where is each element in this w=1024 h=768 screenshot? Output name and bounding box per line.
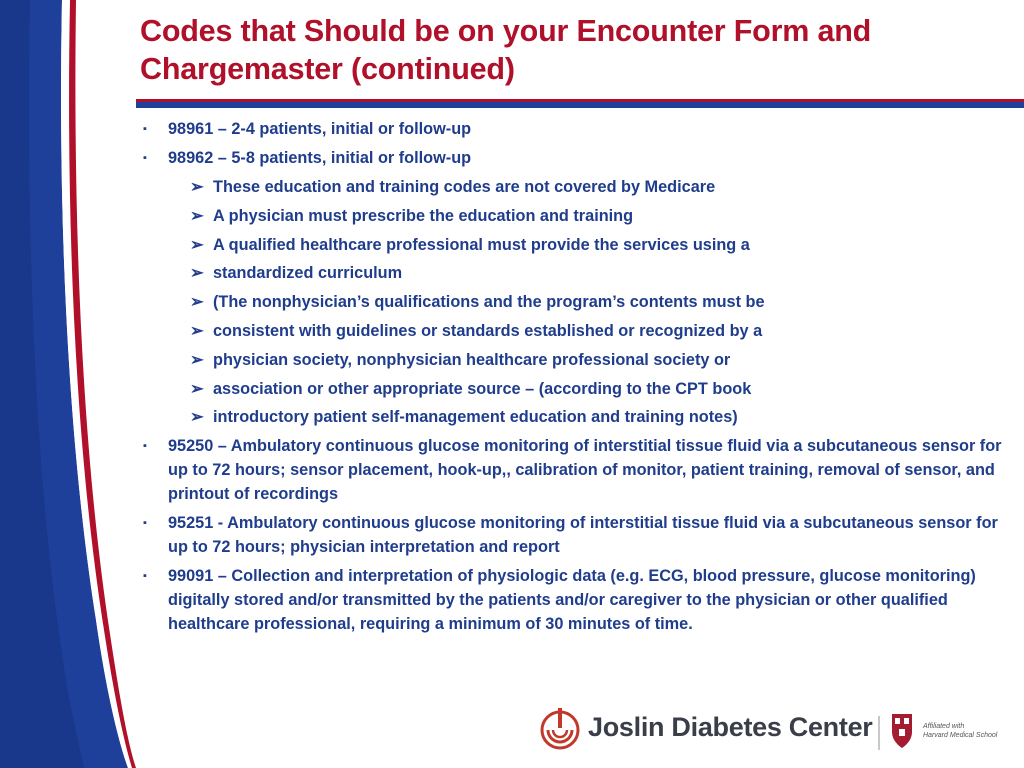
arrow-bullet-icon: ➢ <box>190 293 204 312</box>
sub-list-item <box>140 405 1020 429</box>
list-item <box>140 434 1020 506</box>
sub-list-item <box>140 204 1020 228</box>
sub-list-item <box>140 175 1020 199</box>
affiliation-text <box>923 722 997 740</box>
list-item <box>140 117 1020 141</box>
joslin-swirl-icon <box>542 708 578 748</box>
list-item <box>140 146 1020 170</box>
arrow-bullet-icon: ➢ <box>190 350 204 369</box>
list-item-text: (The nonphysician’s qualifications and the program’s contents must be <box>213 293 765 312</box>
left-decorative-band <box>0 0 140 768</box>
square-bullet-icon: ▪ <box>143 440 147 453</box>
slide-title: Codes that Should be on your Encounter Form and Chargemaster (continued) <box>140 14 872 86</box>
list-item-text: introductory patient self-management education and training notes) <box>213 408 738 427</box>
affiliation-line-1: Affiliated with <box>923 723 965 730</box>
arrow-bullet-icon: ➢ <box>190 178 204 196</box>
logo-divider <box>878 716 880 750</box>
list-item-text: A qualified healthcare professional must provide the services using a <box>213 235 750 254</box>
arrow-bullet-icon: ➢ <box>190 321 204 340</box>
list-item <box>140 564 1020 636</box>
arrow-bullet-icon: ➢ <box>190 379 204 398</box>
square-bullet-icon: ▪ <box>143 570 147 583</box>
sub-list-item <box>140 261 1020 285</box>
list-item-text: association or other appropriate source – (according to the CPT book <box>213 379 752 398</box>
list-item-text: standardized curriculum <box>213 264 403 283</box>
list-item-text: 98962 – 5-8 patients, initial or follow-up <box>168 149 472 167</box>
list-item-text: A physician must prescribe the education and training <box>213 206 634 225</box>
arrow-bullet-icon: ➢ <box>190 206 204 225</box>
affiliation-line-2: Harvard Medical School <box>923 732 998 739</box>
sub-list-item <box>140 290 1020 314</box>
square-bullet-icon: ▪ <box>143 517 147 530</box>
bullet-list <box>140 117 1020 641</box>
list-item-text: 99091 – Collection and interpretation of physiologic data (e.g. ECG, blood pressure, glucose monitoring) digitally stored and/or transmitted by the patients and/or caregiver to the physician or other qualified healthcare professional, requiring a minimum of 30 minutes of time. <box>168 567 976 634</box>
sub-list-item <box>140 319 1020 343</box>
arrow-bullet-icon: ➢ <box>190 408 204 427</box>
list-item-text: 95251 - Ambulatory continuous glucose monitoring of interstitial tissue fluid via a subcutaneous sensor for up to 72 hours; physician interpretation and report <box>168 514 998 557</box>
sub-list-item <box>140 233 1020 257</box>
sub-list-item <box>140 377 1020 401</box>
list-item-text: These education and training codes are not covered by Medicare <box>213 178 716 196</box>
sub-list-item <box>140 348 1020 372</box>
list-item-text: 98961 – 2-4 patients, initial or follow-up <box>168 120 472 138</box>
list-item-text: consistent with guidelines or standards established or recognized by a <box>213 321 763 340</box>
list-item <box>140 511 1020 559</box>
title-underline <box>136 96 1024 110</box>
list-item-text: 95250 – Ambulatory continuous glucose monitoring of interstitial tissue fluid via a subcutaneous sensor for up to 72 hours; sensor placement, hook-up,, calibration of monitor, patient training, removal of sensor, and printout of recordings <box>168 437 1002 504</box>
harvard-shield-icon <box>892 714 912 748</box>
logo-name: Joslin Diabetes Center <box>588 712 873 742</box>
square-bullet-icon: ▪ <box>143 152 147 164</box>
arrow-bullet-icon: ➢ <box>190 264 204 283</box>
square-bullet-icon: ▪ <box>143 123 147 135</box>
list-item-text: physician society, nonphysician healthcare professional society or <box>213 350 731 369</box>
arrow-bullet-icon: ➢ <box>190 235 204 254</box>
